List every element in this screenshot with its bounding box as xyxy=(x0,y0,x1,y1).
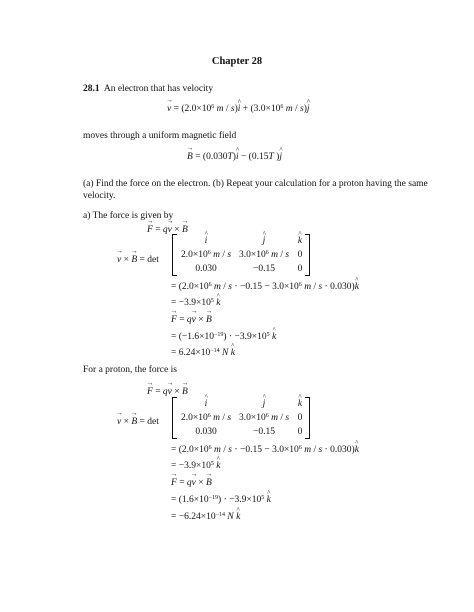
part-a-matrix-j: j ^ xyxy=(263,237,266,247)
problem-intro xyxy=(83,85,213,95)
part-b-step-2: = $-3.9\times 10^5$ k ^ xyxy=(171,462,220,472)
part-b-matrix-bz: 0 xyxy=(297,427,303,437)
part-a-label: a) The force is given by xyxy=(83,211,174,221)
part-b-matrix-bx: 0.030 xyxy=(195,427,217,437)
part-b-matrix-i: i ^ xyxy=(205,400,208,410)
part-a-lhs: v → × B → = det xyxy=(117,256,159,266)
velocity-equation: v → = ($2.0\times 10^6$ m / s)i ^ + ($3.0\times 10^6$ m / s)j ^ xyxy=(167,105,310,115)
chapter-title: Chapter 28 xyxy=(211,56,263,67)
part-b-matrix-k: k ^ xyxy=(298,400,302,410)
part-b-step-1: = ($2.0\times 10^6$ $m / s \cdot -0.15 - 3.0\times 10^6$ m / s ⋅ 0.030)k ^ xyxy=(171,446,359,456)
part-a-matrix-k: k ^ xyxy=(298,237,302,247)
part-a-matrix-i: i ^ xyxy=(205,237,208,247)
part-b-matrix-by: −0.15 xyxy=(253,427,275,437)
part-a-matrix-by: −0.15 xyxy=(253,264,275,274)
part-b-result: = $-6.24\times 10^{-14}$ N k ^ xyxy=(171,513,240,523)
question-line-2: velocity. xyxy=(83,191,116,201)
part-a-determinant xyxy=(172,234,310,276)
part-a-matrix-bz: 0 xyxy=(297,264,303,274)
problem-number: 28.1 xyxy=(83,84,100,94)
part-b-matrix-vz: 0 xyxy=(297,413,303,423)
part-b-force-definition-2: F → = qv → × B → xyxy=(171,479,212,489)
problem-intro-text: An electron that has velocity xyxy=(103,84,214,94)
part-b-matrix-j: j ^ xyxy=(263,400,266,410)
part-b-determinant xyxy=(172,397,310,439)
problem-middle-text: moves through a uniform magnetic field xyxy=(83,131,237,141)
part-a-matrix-vy: $3.0\times 10^6$ m / s xyxy=(238,250,290,260)
part-a-step-3: = $(-1.6\times 10^{-19}) \cdot -3.9\times 10^5$ k ^ xyxy=(171,333,276,343)
part-b-lhs: v → × B → = det xyxy=(117,418,159,428)
question-line-1: (a) Find the force on the electron. (b) Repeat your calculation for a proton having the same xyxy=(83,179,428,189)
part-a-step-1: = ($2.0\times 10^6$ $m / s \cdot -0.15 - 3.0\times 10^6$ m / s ⋅ 0.030)k ^ xyxy=(171,283,359,293)
part-a-result: = $6.24\times 10^{-14}$ N k ^ xyxy=(171,349,235,359)
part-b-matrix-vx: $2.0\times 10^6$ m / s xyxy=(180,413,232,423)
part-b-force-definition: F → = qv → × B → xyxy=(147,388,188,398)
field-equation: B → = (0.030T)i ^ − (0.15T )j ^ xyxy=(187,153,282,163)
part-a-force-definition-2: F → = qv → × B → xyxy=(171,316,212,326)
part-a-step-2: = $-3.9\times 10^5$ k ^ xyxy=(171,299,220,309)
part-b-step-3: = $(1.6\times 10^{-19}) \cdot -3.9\times 10^5$ k ^ xyxy=(171,496,271,506)
part-a-force-definition: F → = qv → × B → xyxy=(147,226,188,236)
part-a-matrix-vx: $2.0\times 10^6$ m / s xyxy=(180,250,232,260)
part-a-matrix-bx: 0.030 xyxy=(195,264,217,274)
part-b-matrix-vy: $3.0\times 10^6$ m / s xyxy=(238,413,290,423)
part-a-matrix-vz: 0 xyxy=(297,250,303,260)
part-b-label: For a proton, the force is xyxy=(83,365,177,375)
